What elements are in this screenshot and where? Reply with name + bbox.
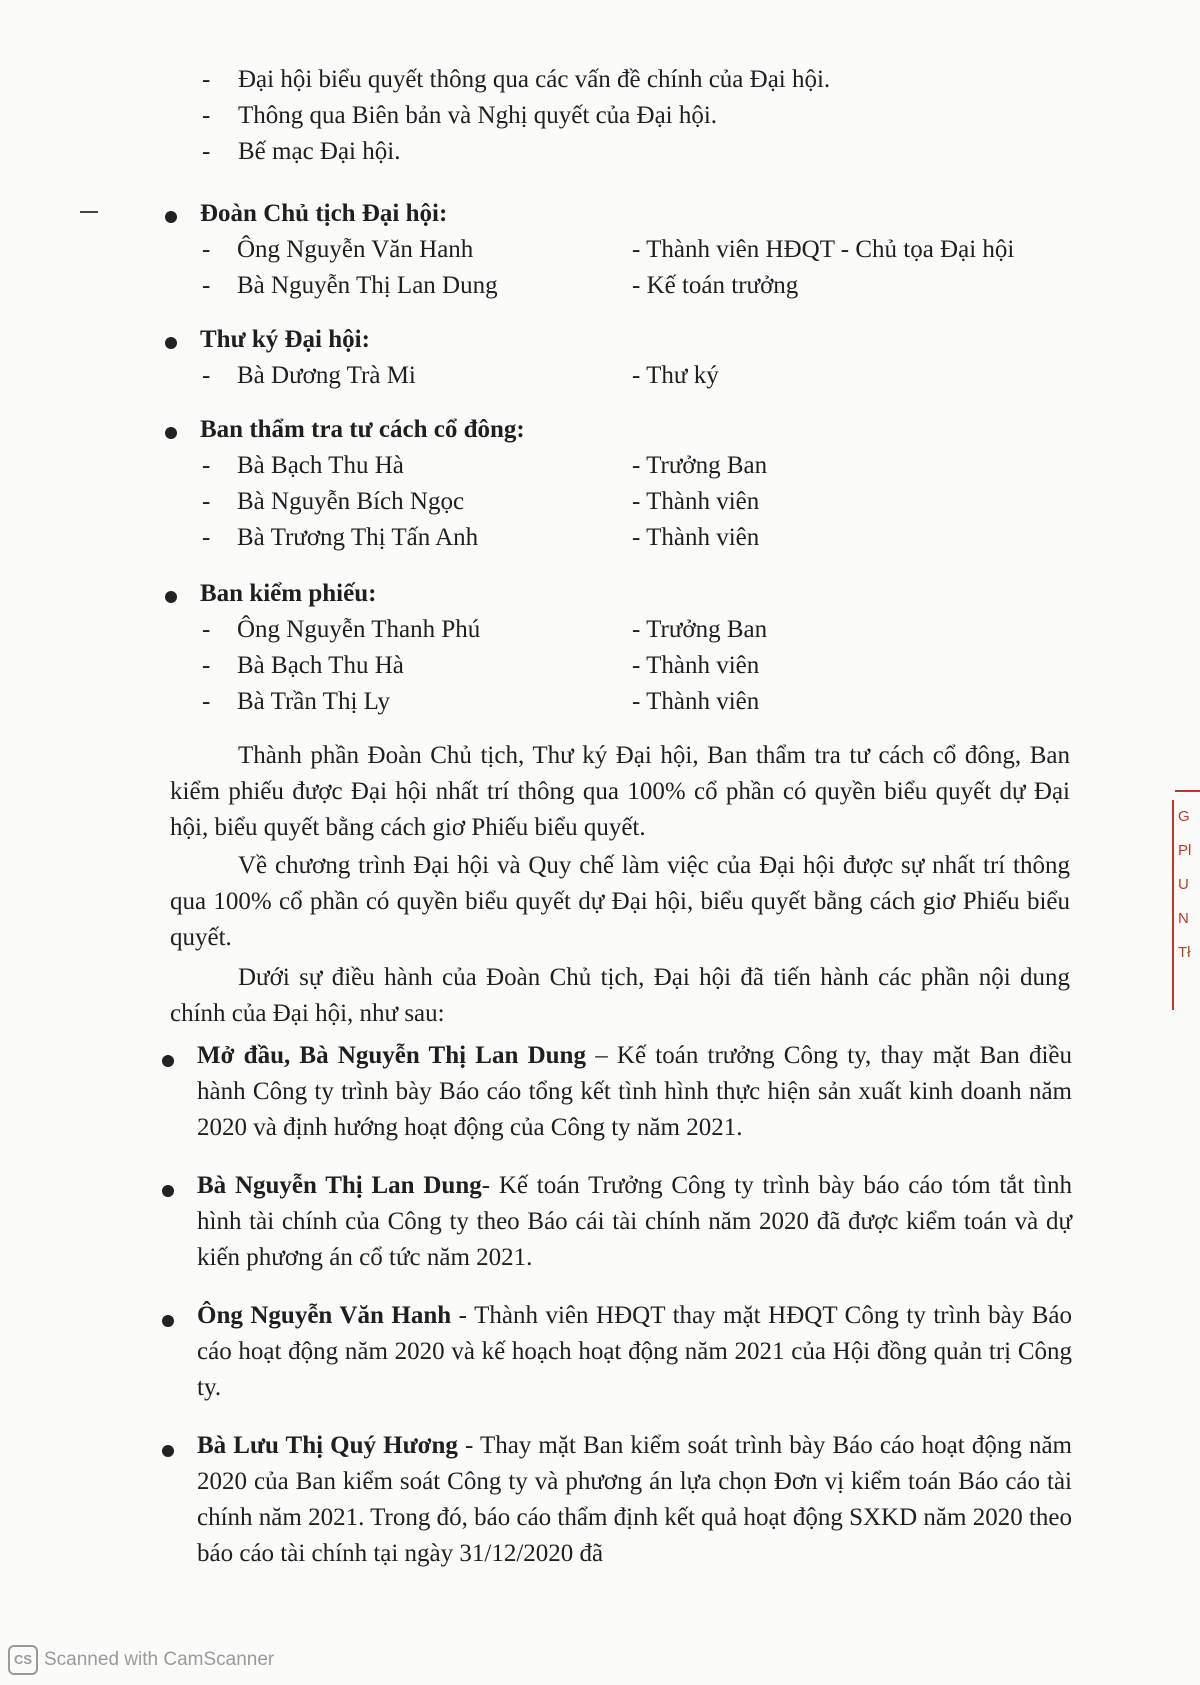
member-name: Bà Nguyễn Bích Ngọc bbox=[237, 488, 465, 515]
scanner-watermark bbox=[8, 1645, 274, 1675]
stamp-text: G bbox=[1178, 808, 1190, 825]
bullet-icon bbox=[162, 1185, 174, 1197]
stamp-text: U bbox=[1178, 876, 1189, 893]
section-vote-counting bbox=[165, 576, 1085, 720]
paragraph: Dưới sự điều hành của Đoàn Chủ tịch, Đại hội đã tiến hành các phần nội dung chính của Đại hội, như sau: bbox=[170, 964, 1070, 1027]
report-text: - Thay mặt Ban kiểm soát trình bày Báo cáo hoạt động năm 2020 của Ban kiểm soát Công ty và phương án lựa chọn Đơn vị kiểm toán Báo cáo tài chính năm 2021. Trong đó, báo cáo thẩm định kết quả hoạt động SXKD năm 2020 theo báo cáo tài chính tại ngày 31/12/2020 đã bbox=[197, 1432, 1072, 1567]
stamp-text: Tł bbox=[1178, 944, 1191, 961]
member-role: - Trưởng Ban bbox=[632, 616, 768, 643]
section-secretary bbox=[165, 322, 1085, 394]
bullet-icon bbox=[165, 427, 177, 439]
member-row: - Bà Dương Trà Mi - Thư ký bbox=[165, 358, 1085, 394]
report-presenter: Ông Nguyễn Văn Hanh bbox=[197, 1302, 452, 1329]
agenda-item: - Bế mạc Đại hội. bbox=[200, 134, 830, 170]
bullet-icon bbox=[165, 211, 177, 223]
section-shareholder-verification bbox=[165, 412, 1085, 556]
bullet-icon bbox=[162, 1315, 174, 1327]
member-role: - Thành viên bbox=[632, 688, 760, 715]
member-role: - Thành viên bbox=[632, 524, 760, 551]
agenda-list bbox=[200, 62, 830, 170]
report-item bbox=[162, 1038, 1072, 1146]
agenda-item: - Thông qua Biên bản và Nghị quyết của Đại hội. bbox=[200, 98, 830, 134]
paragraph: Thành phần Đoàn Chủ tịch, Thư ký Đại hội, Ban thẩm tra tư cách cổ đông, Ban kiểm phiếu được Đại hội nhất trí thông qua 100% cổ phần có quyền biểu quyết dự Đại hội, biểu quyết bằng cách giơ Phiếu biểu quyết. bbox=[170, 742, 1070, 841]
report-text: - Kế toán Trưởng Công ty trình bày báo cáo tóm tắt tình hình tài chính của Công ty theo Báo cái tài chính năm 2020 đã được kiểm toán và dự kiến phương án cổ tức năm 2021. bbox=[197, 1172, 1073, 1271]
member-row: - Bà Trương Thị Tấn Anh - Thành viên bbox=[165, 520, 1085, 556]
report-presenter: Bà Nguyễn Thị Lan Dung bbox=[197, 1172, 482, 1199]
stamp-text: Pl bbox=[1178, 842, 1192, 859]
report-text: - Thành viên HĐQT thay mặt HĐQT Công ty trình bày Báo cáo hoạt động năm 2020 và kế hoạch hoạt động năm 2021 của Hội đồng quản trị Công ty. bbox=[197, 1302, 1072, 1401]
agenda-item: - Đại hội biểu quyết thông qua các vấn đề chính của Đại hội. bbox=[200, 62, 830, 98]
member-role: - Thành viên bbox=[632, 488, 760, 515]
member-name: Bà Nguyễn Thị Lan Dung bbox=[237, 272, 498, 299]
report-item bbox=[162, 1428, 1072, 1572]
member-role: - Thành viên HĐQT - Chủ tọa Đại hội bbox=[632, 236, 1015, 263]
report-text: – Kế toán trưởng Công ty, thay mặt Ban điều hành Công ty trình bày Báo cáo tổng kết tình hình thực hiện sản xuất kinh doanh năm 2020 và định hướng hoạt động của Công ty năm 2021. bbox=[197, 1042, 1072, 1141]
section-title: Đoàn Chủ tịch Đại hội: bbox=[165, 196, 1085, 232]
bullet-icon bbox=[165, 337, 177, 349]
stamp-text: N bbox=[1178, 910, 1189, 927]
stamp-border bbox=[1175, 790, 1200, 792]
member-role: - Thành viên bbox=[632, 652, 760, 679]
section-presidium bbox=[165, 196, 1085, 304]
member-row: - Bà Bạch Thu Hà - Thành viên bbox=[165, 648, 1085, 684]
company-stamp-fragment bbox=[1172, 800, 1200, 1010]
member-role: - Thư ký bbox=[632, 362, 719, 389]
member-name: Ông Nguyễn Văn Hanh bbox=[237, 236, 474, 263]
report-presenter: Bà Lưu Thị Quý Hương bbox=[197, 1432, 458, 1459]
report-item bbox=[162, 1168, 1072, 1276]
member-name: Bà Dương Trà Mi bbox=[237, 362, 416, 389]
section-title: Ban thẩm tra tư cách cổ đông: bbox=[165, 412, 1085, 448]
member-name: Bà Trương Thị Tấn Anh bbox=[237, 524, 479, 551]
bullet-icon bbox=[162, 1445, 174, 1457]
member-row: - Bà Nguyễn Bích Ngọc - Thành viên bbox=[165, 484, 1085, 520]
member-role: - Trưởng Ban bbox=[632, 452, 768, 479]
margin-mark bbox=[80, 211, 98, 213]
watermark-text: Scanned with CamScanner bbox=[44, 1649, 275, 1670]
report-presenter: Mở đầu, Bà Nguyễn Thị Lan Dung bbox=[197, 1042, 586, 1069]
member-name: Ông Nguyễn Thanh Phú bbox=[237, 616, 481, 643]
section-title: Ban kiểm phiếu: bbox=[165, 576, 1085, 612]
member-row: - Bà Bạch Thu Hà - Trưởng Ban bbox=[165, 448, 1085, 484]
member-row: - Bà Trần Thị Ly - Thành viên bbox=[165, 684, 1085, 720]
member-role: - Kế toán trưởng bbox=[632, 272, 799, 299]
paragraph: Về chương trình Đại hội và Quy chế làm việc của Đại hội được sự nhất trí thông qua 100% cổ phần có quyền biểu quyết dự Đại hội, biểu quyết bằng cách giơ Phiếu biểu quyết. bbox=[170, 852, 1070, 951]
report-list bbox=[162, 1038, 1072, 1572]
member-name: Bà Bạch Thu Hà bbox=[237, 652, 404, 679]
bullet-icon bbox=[162, 1055, 174, 1067]
member-row: - Bà Nguyễn Thị Lan Dung - Kế toán trưởng bbox=[165, 268, 1085, 304]
report-item bbox=[162, 1298, 1072, 1406]
member-name: Bà Bạch Thu Hà bbox=[237, 452, 404, 479]
camscanner-logo-icon: CS bbox=[8, 1645, 38, 1675]
bullet-icon bbox=[165, 591, 177, 603]
member-row: - Ông Nguyễn Văn Hanh - Thành viên HĐQT - Chủ tọa Đại hội bbox=[165, 232, 1085, 268]
member-row: - Ông Nguyễn Thanh Phú - Trưởng Ban bbox=[165, 612, 1085, 648]
member-name: Bà Trần Thị Ly bbox=[237, 688, 391, 715]
section-title: Thư ký Đại hội: bbox=[165, 322, 1085, 358]
